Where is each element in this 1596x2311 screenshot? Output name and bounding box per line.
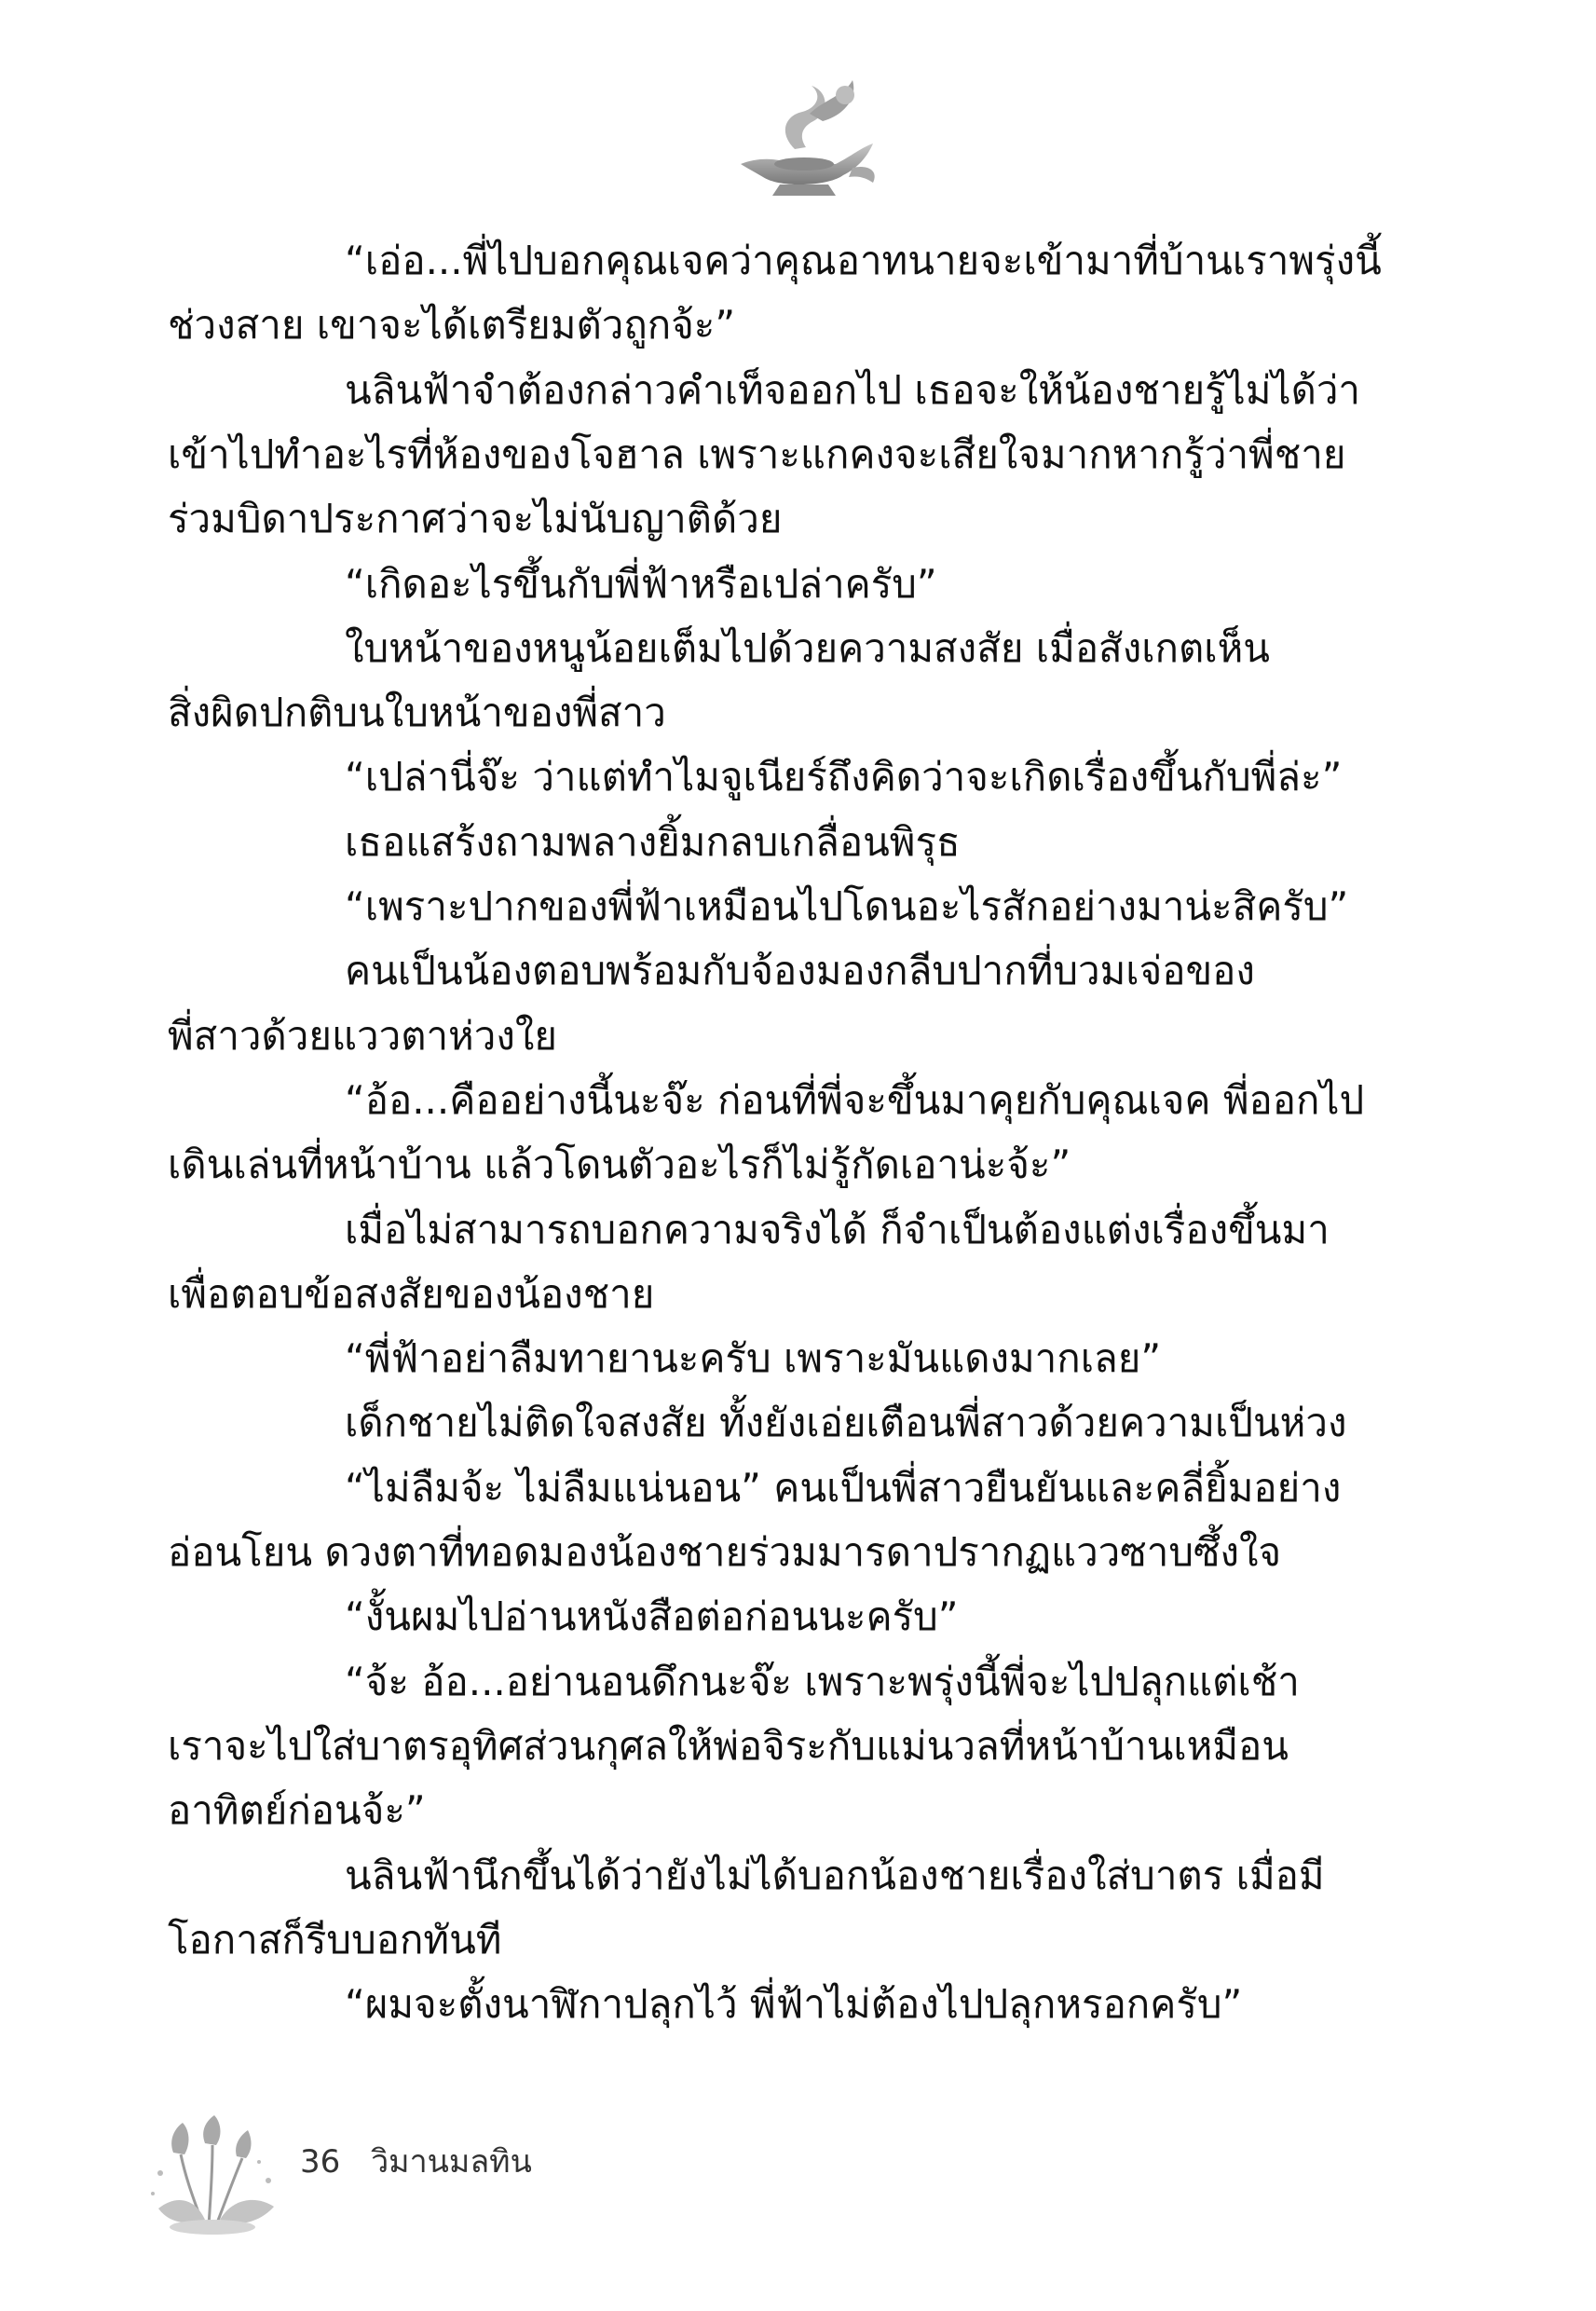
text-line: เราจะไปใส่บาตรอุทิศส่วนกุศลให้พ่อจิระกับแม่นวลที่หน้าบ้านเหมือน	[168, 1722, 1289, 1769]
text-line: เพื่อตอบข้อสงสัยของน้องชาย	[168, 1270, 655, 1317]
text-line: “จ้ะ อ้อ...อย่านอนดึกนะจ๊ะ เพราะพรุ่งนี้พี่จะไปปลุกแต่เช้า	[345, 1658, 1300, 1704]
text-line: นลินฟ้านึกขึ้นได้ว่ายังไม่ได้บอกน้องชายเรื่องใส่บาตร เมื่อมี	[345, 1852, 1325, 1898]
text-line: “เปล่านี่จ๊ะ ว่าแต่ทำไมจูเนียร์ถึงคิดว่าจะเกิดเรื่องขึ้นกับพี่ล่ะ”	[345, 754, 1343, 800]
text-line: ช่วงสาย เขาจะได้เตรียมตัวถูกจ้ะ”	[168, 302, 736, 349]
text-line: เข้าไปทำอะไรที่ห้องของโจฮาล เพราะแกคงจะเสียใจมากหากรู้ว่าพี่ชาย	[168, 431, 1346, 477]
lotus-flowers-icon	[140, 2115, 289, 2236]
page-number: 36	[300, 2143, 341, 2181]
book-title: วิมานมลทิน	[371, 2143, 532, 2181]
text-line: โอกาสก็รีบบอกทันที	[168, 1916, 502, 1962]
text-line: “เกิดอะไรขึ้นกับพี่ฟ้าหรือเปล่าครับ”	[345, 560, 937, 607]
text-line: “ไม่ลืมจ้ะ ไม่ลืมแน่นอน” คนเป็นพี่สาวยืนยันและคลี่ยิ้มอย่าง	[345, 1464, 1342, 1511]
text-line: พี่สาวด้วยแววตาห่วงใย	[168, 1012, 557, 1059]
text-line: นลินฟ้าจำต้องกล่าวคำเท็จออกไป เธอจะให้น้องชายรู้ไม่ได้ว่า	[345, 366, 1361, 413]
genie-lamp-icon	[713, 67, 890, 207]
text-line: “งั้นผมไปอ่านหนังสือต่อก่อนนะครับ”	[345, 1593, 959, 1640]
text-line: “อ้อ...คืออย่างนี้นะจ๊ะ ก่อนที่พี่จะขึ้นมาคุยกับคุณเจค พี่ออกไป	[345, 1076, 1365, 1123]
text-line: “เพราะปากของพี่ฟ้าเหมือนไปโดนอะไรสักอย่างมาน่ะสิครับ”	[345, 883, 1349, 929]
page-footer	[300, 2141, 532, 2182]
text-line: เมื่อไม่สามารถบอกความจริงได้ ก็จำเป็นต้องแต่งเรื่องขึ้นมา	[345, 1206, 1330, 1252]
text-line: คนเป็นน้องตอบพร้อมกับจ้องมองกลีบปากที่บวมเจ่อของ	[345, 948, 1255, 994]
text-line: “ผมจะตั้งนาฬิกาปลุกไว้ พี่ฟ้าไม่ต้องไปปลุกหรอกครับ”	[345, 1981, 1243, 2028]
text-line: “เอ่อ...พี่ไปบอกคุณเจคว่าคุณอาทนายจะเข้ามาที่บ้านเราพรุ่งนี้	[345, 238, 1382, 283]
text-line: “พี่ฟ้าอย่าลืมทายานะครับ เพราะมันแดงมากเลย”	[345, 1335, 1162, 1382]
text-line: เธอแสร้งถามพลางยิ้มกลบเกลื่อนพิรุธ	[345, 818, 961, 865]
text-line: เดินเล่นที่หน้าบ้าน แล้วโดนตัวอะไรก็ไม่รู้กัดเอาน่ะจ้ะ”	[168, 1142, 1071, 1188]
text-line: ใบหน้าของหนูน้อยเต็มไปด้วยความสงสัย เมื่อสังเกตเห็น	[345, 624, 1271, 671]
text-line: ร่วมบิดาประกาศว่าจะไม่นับญาติด้วย	[168, 496, 783, 542]
text-line: อาทิตย์ก่อนจ้ะ”	[168, 1787, 426, 1834]
text-line: สิ่งผิดปกติบนใบหน้าของพี่สาว	[168, 690, 666, 736]
text-line: อ่อนโยน ดวงตาที่ทอดมองน้องชายร่วมมารดาปรากฏแววซาบซึ้งใจ	[168, 1529, 1282, 1575]
text-line: เด็กชายไม่ติดใจสงสัย ทั้งยังเอ่ยเตือนพี่สาวด้วยความเป็นห่วง	[345, 1400, 1347, 1446]
